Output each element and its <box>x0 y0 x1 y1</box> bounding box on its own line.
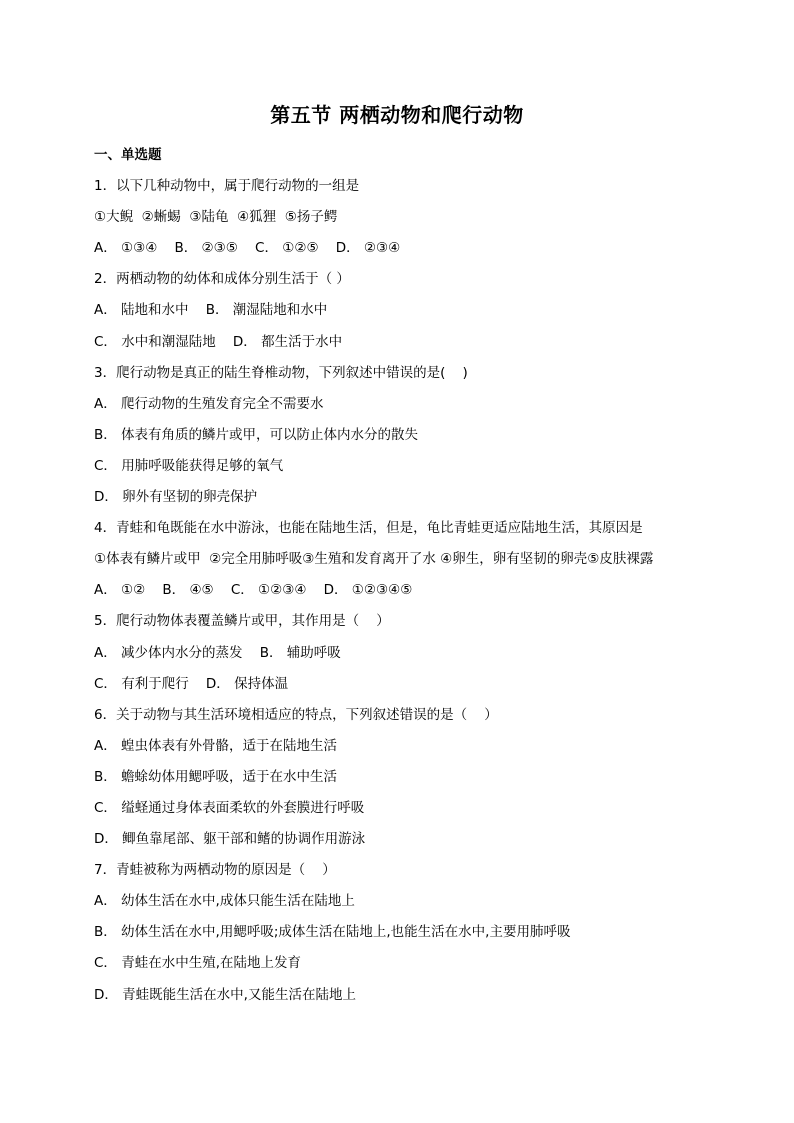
question-4-items: ①体表有鳞片或甲 ②完全用肺呼吸③生殖和发育离开了水 ④卵生，卵有坚韧的卵壳⑤皮肤裸露 <box>94 551 654 568</box>
question-5-options-cd: C． 有利于爬行 D． 保持体温 <box>94 675 289 692</box>
section-heading: 一、单选题 <box>94 147 162 163</box>
question-6-stem: 6．关于动物与其生活环境相适应的特点，下列叙述错误的是（ ） <box>94 706 498 723</box>
question-1-options: A． ①③④ B． ②③⑤ C． ①②⑤ D． ②③④ <box>94 240 401 257</box>
question-7-stem: 7．青蛙被称为两栖动物的原因是（ ） <box>94 862 336 879</box>
question-4-stem: 4．青蛙和龟既能在水中游泳，也能在陆地生活，但是，龟比青蛙更适应陆地生活，其原因是 <box>94 520 643 537</box>
question-6-option-d: D． 鲫鱼靠尾部、躯干部和鳍的协调作用游泳 <box>94 831 366 848</box>
question-list <box>94 140 714 1011</box>
question-2-options-ab: A． 陆地和水中 B． 潮湿陆地和水中 <box>94 302 328 319</box>
question-7-option-d: D． 青蛙既能生活在水中,又能生活在陆地上 <box>94 986 356 1003</box>
question-1-items: ①大鲵 ②蜥蜴 ③陆龟 ④狐狸 ⑤扬子鳄 <box>94 209 338 226</box>
question-6-option-b: B． 蟾蜍幼体用鳃呼吸，适于在水中生活 <box>94 768 338 785</box>
question-7-option-b: B． 幼体生活在水中,用鳃呼吸;成体生活在陆地上,也能生活在水中,主要用肺呼吸 <box>94 924 571 941</box>
question-3-option-a: A． 爬行动物的生殖发育完全不需要水 <box>94 395 324 412</box>
question-2-stem: 2．两栖动物的幼体和成体分别生活于（ ） <box>94 271 350 288</box>
question-7-option-a: A． 幼体生活在水中,成体只能生活在陆地上 <box>94 893 355 910</box>
question-5-stem: 5．爬行动物体表覆盖鳞片或甲，其作用是（ ） <box>94 613 390 630</box>
question-6-option-a: A． 蝗虫体表有外骨骼，适于在陆地生活 <box>94 737 338 754</box>
question-4-options: A． ①② B． ④⑤ C． ①②③④ D． ①②③④⑤ <box>94 582 413 599</box>
page-title: 第五节 两栖动物和爬行动物 <box>270 103 524 127</box>
question-5-options-ab: A． 减少体内水分的蒸发 B． 辅助呼吸 <box>94 644 341 661</box>
question-7-option-c: C． 青蛙在水中生殖,在陆地上发育 <box>94 955 302 972</box>
question-3-option-d: D． 卵外有坚韧的卵壳保护 <box>94 489 258 506</box>
question-3-stem: 3．爬行动物是真正的陆生脊椎动物，下列叙述中错误的是( ) <box>94 364 468 381</box>
question-6-option-c: C． 缢蛏通过身体表面柔软的外套膜进行呼吸 <box>94 799 365 816</box>
question-2-options-cd: C． 水中和潮湿陆地 D． 都生活于水中 <box>94 333 343 350</box>
question-3-option-c: C． 用肺呼吸能获得足够的氧气 <box>94 457 284 474</box>
question-1-stem: 1．以下几种动物中，属于爬行动物的一组是 <box>94 178 360 195</box>
question-3-option-b: B． 体表有角质的鳞片或甲，可以防止体内水分的散失 <box>94 426 419 443</box>
